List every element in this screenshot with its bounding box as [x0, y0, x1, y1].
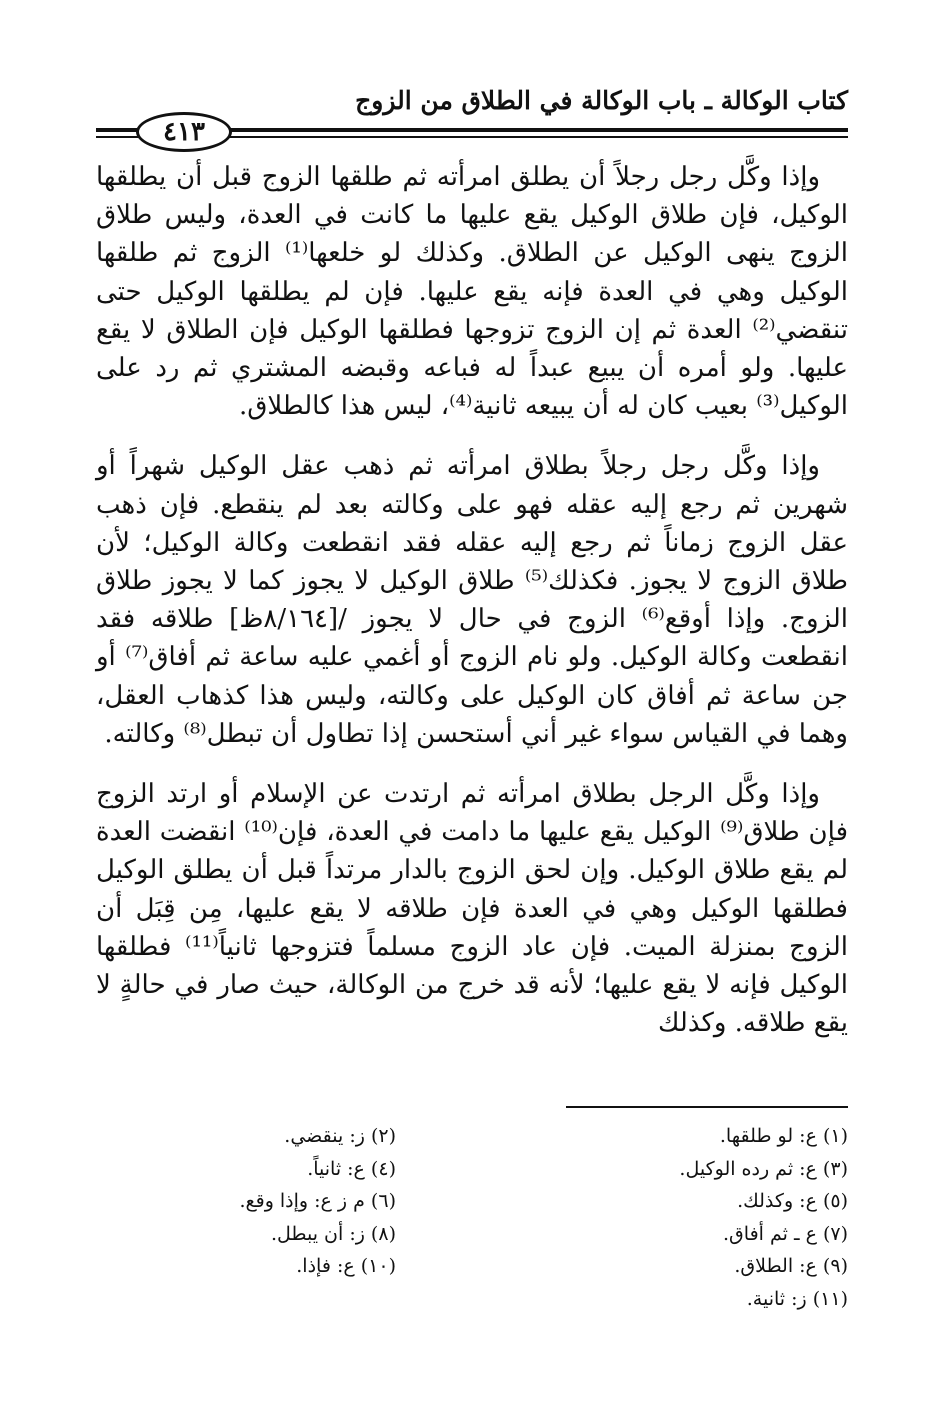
footnote-item: (٥) ع: وكذلك. — [737, 1190, 848, 1212]
page-number: ٤١٣ — [136, 112, 232, 152]
main-text — [96, 158, 848, 1064]
paragraph: وإذا وكَّل رجل رجلاً بطلاق امرأته ثم ذهب عقل الوكيل شهراً أو شهرين ثم رجع إليه عقله فهو على وكالته بعد لم ينقطع. فإن ذهب عقل الزوج زماناً ثم رجع إليه عقله فقد انقطعت وكالة الوكيل؛ لأن طلاق الزوج لا يجوز. فكذلك⁽⁵⁾ طلاق الوكيل لا يجوز كما لا يجوز طلاق الزوج. وإذا أوقع⁽⁶⁾ الزوج في حال لا يجوز /[٨/١٦٤ظ] طلاقه فقد انقطعت وكالة الوكيل. ولو نام الزوج أو أغمي عليه ساعة ثم أفاق⁽⁷⁾ أو جن ساعة ثم أفاق كان الوكيل على وكالته، وليس هذا كذهاب العقل، وهما في القياس سواء غير أني أستحسن إذا تطاول أن تبطل⁽⁸⁾ وكالته. — [96, 451, 849, 749]
footnote-item: (٦) م ز ع: وإذا وقع. — [239, 1190, 396, 1212]
footnote-item: (٧) ع ـ ثم أفاق. — [723, 1222, 848, 1245]
footnote-item: (١) ع: لو طلقها. — [719, 1125, 848, 1147]
footnote-item: (١٠) ع: فإذا. — [296, 1255, 396, 1277]
footnote-item: (٤) ع: ثانياً. — [307, 1157, 396, 1180]
paragraph: وإذا وكَّل رجل رجلاً أن يطلق امرأته ثم طلقها الزوج قبل أن يطلقها الوكيل، فإن طلاق الوكيل يقع عليها ما كانت في العدة، وليس طلاق الزوج ينهى الوكيل عن الطلاق. وكذلك لو خلعها⁽¹⁾ الزوج ثم طلقها الوكيل وهي في العدة فإنه يقع عليها. فإن لم يطلقها الوكيل حتى تنقضي⁽²⁾ العدة ثم إن الزوج تزوجها فطلقها الوكيل فإن الطلاق لا يقع عليها. ولو أمره أن يبيع عبداً له فباعه وقبضه المشتري ثم رد على الوكيل⁽³⁾ بعيب كان له أن يبيعه ثانية⁽⁴⁾، ليس هذا كالطلاق. — [96, 162, 848, 422]
footnote-separator — [566, 1106, 848, 1108]
running-header-title: كتاب الوكالة ـ باب الوكالة في الطلاق من الزوج — [355, 86, 848, 115]
running-header — [96, 86, 848, 147]
paragraph: وإذا وكَّل الرجل بطلاق امرأته ثم ارتدت عن الإسلام أو ارتد الزوج فإن طلاق⁽⁹⁾ الوكيل يقع عليها ما دامت في العدة، فإن⁽¹⁰⁾ انقضت العدة لم يقع طلاق الوكيل. وإن لحق الزوج بالدار مرتداً قبل أن يطلق الوكيل فطلقها الوكيل وهي في العدة فإن طلاقه لا يقع عليها، مِن قِبَل أن الزوج بمنزلة الميت. فإن عاد الزوج مسلماً فتزوجها ثانياً⁽¹¹⁾ فطلقها الوكيل فإنه لا يقع عليها؛ لأنه قد خرج من الوكالة، حيث صار في حالةٍ لا يقع طلاقه. وكذلك — [96, 779, 849, 1039]
footnote-item: (٩) ع: الطلاق. — [734, 1255, 848, 1277]
footnote-item: (١١) ز: ثانية. — [746, 1287, 848, 1310]
footnotes — [96, 1120, 848, 1315]
footnote-item: (٨) ز: أن يبطل. — [270, 1222, 396, 1245]
footnote-item: (٣) ع: ثم رده الوكيل. — [679, 1157, 848, 1180]
footnote-item: (٢) ز: ينقضي. — [284, 1125, 396, 1147]
